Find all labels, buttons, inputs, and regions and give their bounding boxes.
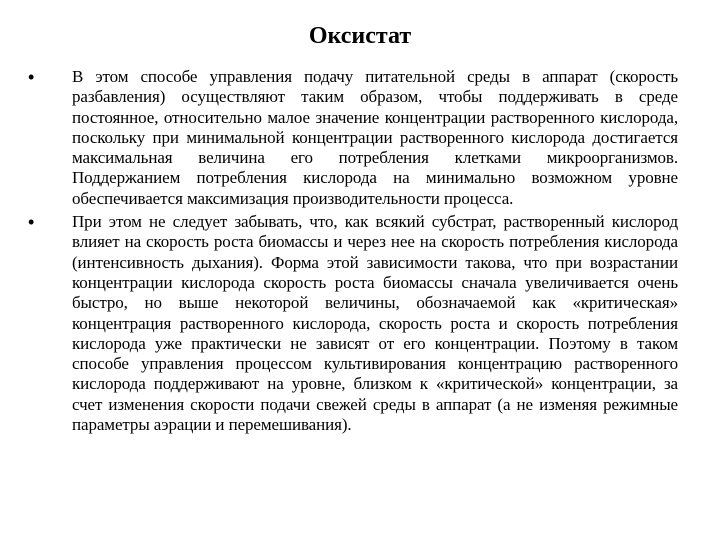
bullet-text: В этом способе управления подачу питательной среды в аппарат (скорость разбавления) осуществляют таким образом, чтобы поддерживать в среде постоянное, относительно малое значение концентрации растворенного кислорода, поскольку при минимальной концентрации растворенного кислорода достигается максимальная величина его потребления клетками микроорганизмов. Поддержанием потребления кислорода на минимально возможном уровне обеспечивается максимизация производительности процесса. <box>72 67 678 208</box>
slide-title: Оксистат <box>308 23 412 49</box>
bullet-item <box>28 212 678 435</box>
bullet-dot-icon: • <box>28 212 35 233</box>
bullet-text: При этом не следует забывать, что, как всякий субстрат, растворенный кислород влияет на скорость роста биомассы и через нее на скорость потребления кислорода (интенсивность дыхания). Форма этой зависимости такова, что при возрастании концентрации кислорода скорость роста биомассы сначала увеличивается очень быстро, но выше некоторой величины, обозначаемой как «критическая» концентрация растворенного кислорода, скорость роста и скорость потребления кислорода уже практически не зависят от его концентрации. Поэтому в таком способе управления процессом культивирования концентрацию растворенного кислорода поддерживают на уровне, близком к «критической» концентрации, за счет изменения скорости подачи свежей среды в аппарат (а не изменяя режимные параметры аэрации и перемешивания). <box>72 212 678 435</box>
bullet-list <box>28 67 678 438</box>
bullet-item <box>28 67 678 209</box>
bullet-dot-icon: • <box>28 67 35 87</box>
